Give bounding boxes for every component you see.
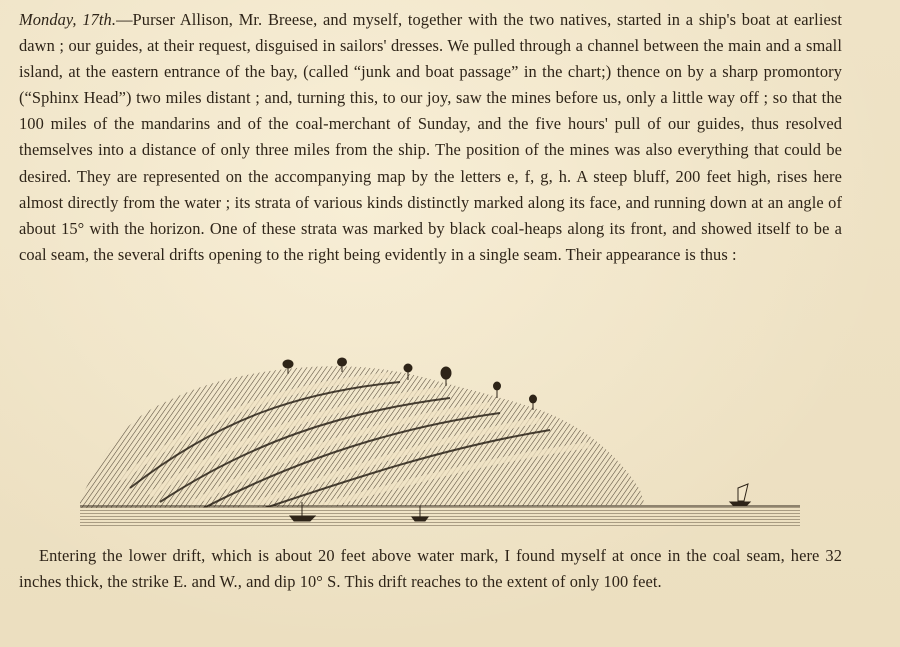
paragraph-drift: Entering the lower drift, which is about 20 feet above water mark, I found myself at once in the coal seam, here 32 inches thick, the strike E. and W., and dip 10° S. This drift reaches to the extent of only 100 feet. (19, 546, 842, 592)
date-heading: Monday, 17th. (19, 10, 117, 29)
paragraph-intro (19, 7, 842, 268)
bluff-engraving (60, 350, 850, 535)
paragraph-intro-text: —Purser Allison, Mr. Breese, and myself, together with the two natives, started in a ship's boat at earliest dawn ; our guides, at their request, disguised in sailors' dresses. We pulled through a channel between the main and a small island, at the eastern entrance of the bay, (called “junk and boat passage” in the chart;) thence on by a sharp promontory (“Sphinx Head”) two miles distant ; and, turning this, to our joy, saw the mines before us, only a little way off ; so that the 100 miles of the mandarins and of the coal-merchant of Sunday, and the five hours' pull of our guides, thus resolved themselves into a distance of only three miles from the ship. The position of the mines was also everything that could be desired. They are represented on the accompanying map by the letters e, f, g, h. A steep bluff, 200 feet high, rises here almost directly from the water ; its strata of various kinds distinctly marked along its face, and running down at an angle of about 15° with the horizon. One of these strata was marked by black coal-heaps along its front, and showed itself to be a coal seam, the several drifts opening to the right being evidently in a single seam. Their appearance is thus : (19, 10, 842, 264)
water (80, 506, 800, 528)
